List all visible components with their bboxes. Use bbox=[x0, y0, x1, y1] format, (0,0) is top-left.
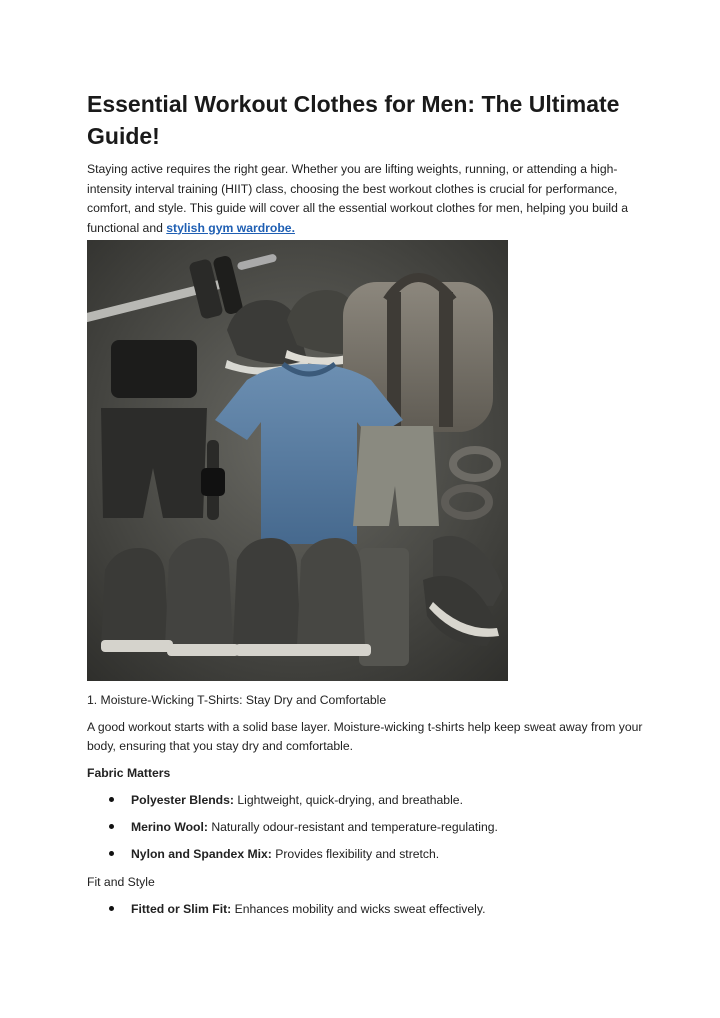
workout-gear-flatlay-image bbox=[87, 240, 508, 681]
article-title: Essential Workout Clothes for Men: The Ultimate Guide! bbox=[87, 91, 620, 149]
intro-text: Staying active requires the right gear. Whether you are lifting weights, running, or attending a high-intensity interval training (HIIT) class, choosing the best workout clothes is crucial for performance, comfort, and style. This guide will cover all the essential workout clothes for men, helping you build a functional and bbox=[87, 162, 629, 235]
stylish-gym-wardrobe-link[interactable]: stylish gym wardrobe. bbox=[166, 220, 295, 235]
list-item bbox=[87, 818, 498, 845]
fabric-list bbox=[87, 791, 498, 872]
section-paragraph: A good workout starts with a solid base layer. Moisture-wicking t-shirts help keep sweat away from your body, ensuring that you stay dry and comfortable. bbox=[87, 720, 643, 753]
bullet-icon bbox=[109, 797, 114, 802]
intro-paragraph bbox=[87, 160, 647, 238]
list-item-term: Merino Wool: bbox=[131, 820, 208, 834]
list-item-desc: Lightweight, quick-drying, and breathable. bbox=[233, 793, 463, 807]
list-item-desc: Provides flexibility and stretch. bbox=[271, 847, 440, 861]
fabric-matters-heading: Fabric Matters bbox=[87, 766, 171, 780]
list-item-desc: Naturally odour-resistant and temperature-regulating. bbox=[207, 820, 498, 834]
list-item bbox=[87, 845, 498, 872]
section-heading-moisture-wicking: 1. Moisture-Wicking T-Shirts: Stay Dry and Comfortable bbox=[87, 693, 387, 707]
list-item-term: Fitted or Slim Fit: bbox=[131, 902, 232, 916]
folded-shirt-shape bbox=[111, 340, 197, 398]
fit-list bbox=[87, 900, 485, 927]
list-item bbox=[87, 791, 498, 818]
list-item-desc: Enhances mobility and wicks sweat effectively. bbox=[231, 902, 486, 916]
list-item bbox=[87, 900, 485, 927]
bullet-icon bbox=[109, 906, 114, 911]
bullet-icon bbox=[109, 851, 114, 856]
fit-and-style-heading: Fit and Style bbox=[87, 875, 155, 889]
list-item-term: Polyester Blends: bbox=[131, 793, 234, 807]
list-item-term: Nylon and Spandex Mix: bbox=[131, 847, 272, 861]
bullet-icon bbox=[109, 824, 114, 829]
